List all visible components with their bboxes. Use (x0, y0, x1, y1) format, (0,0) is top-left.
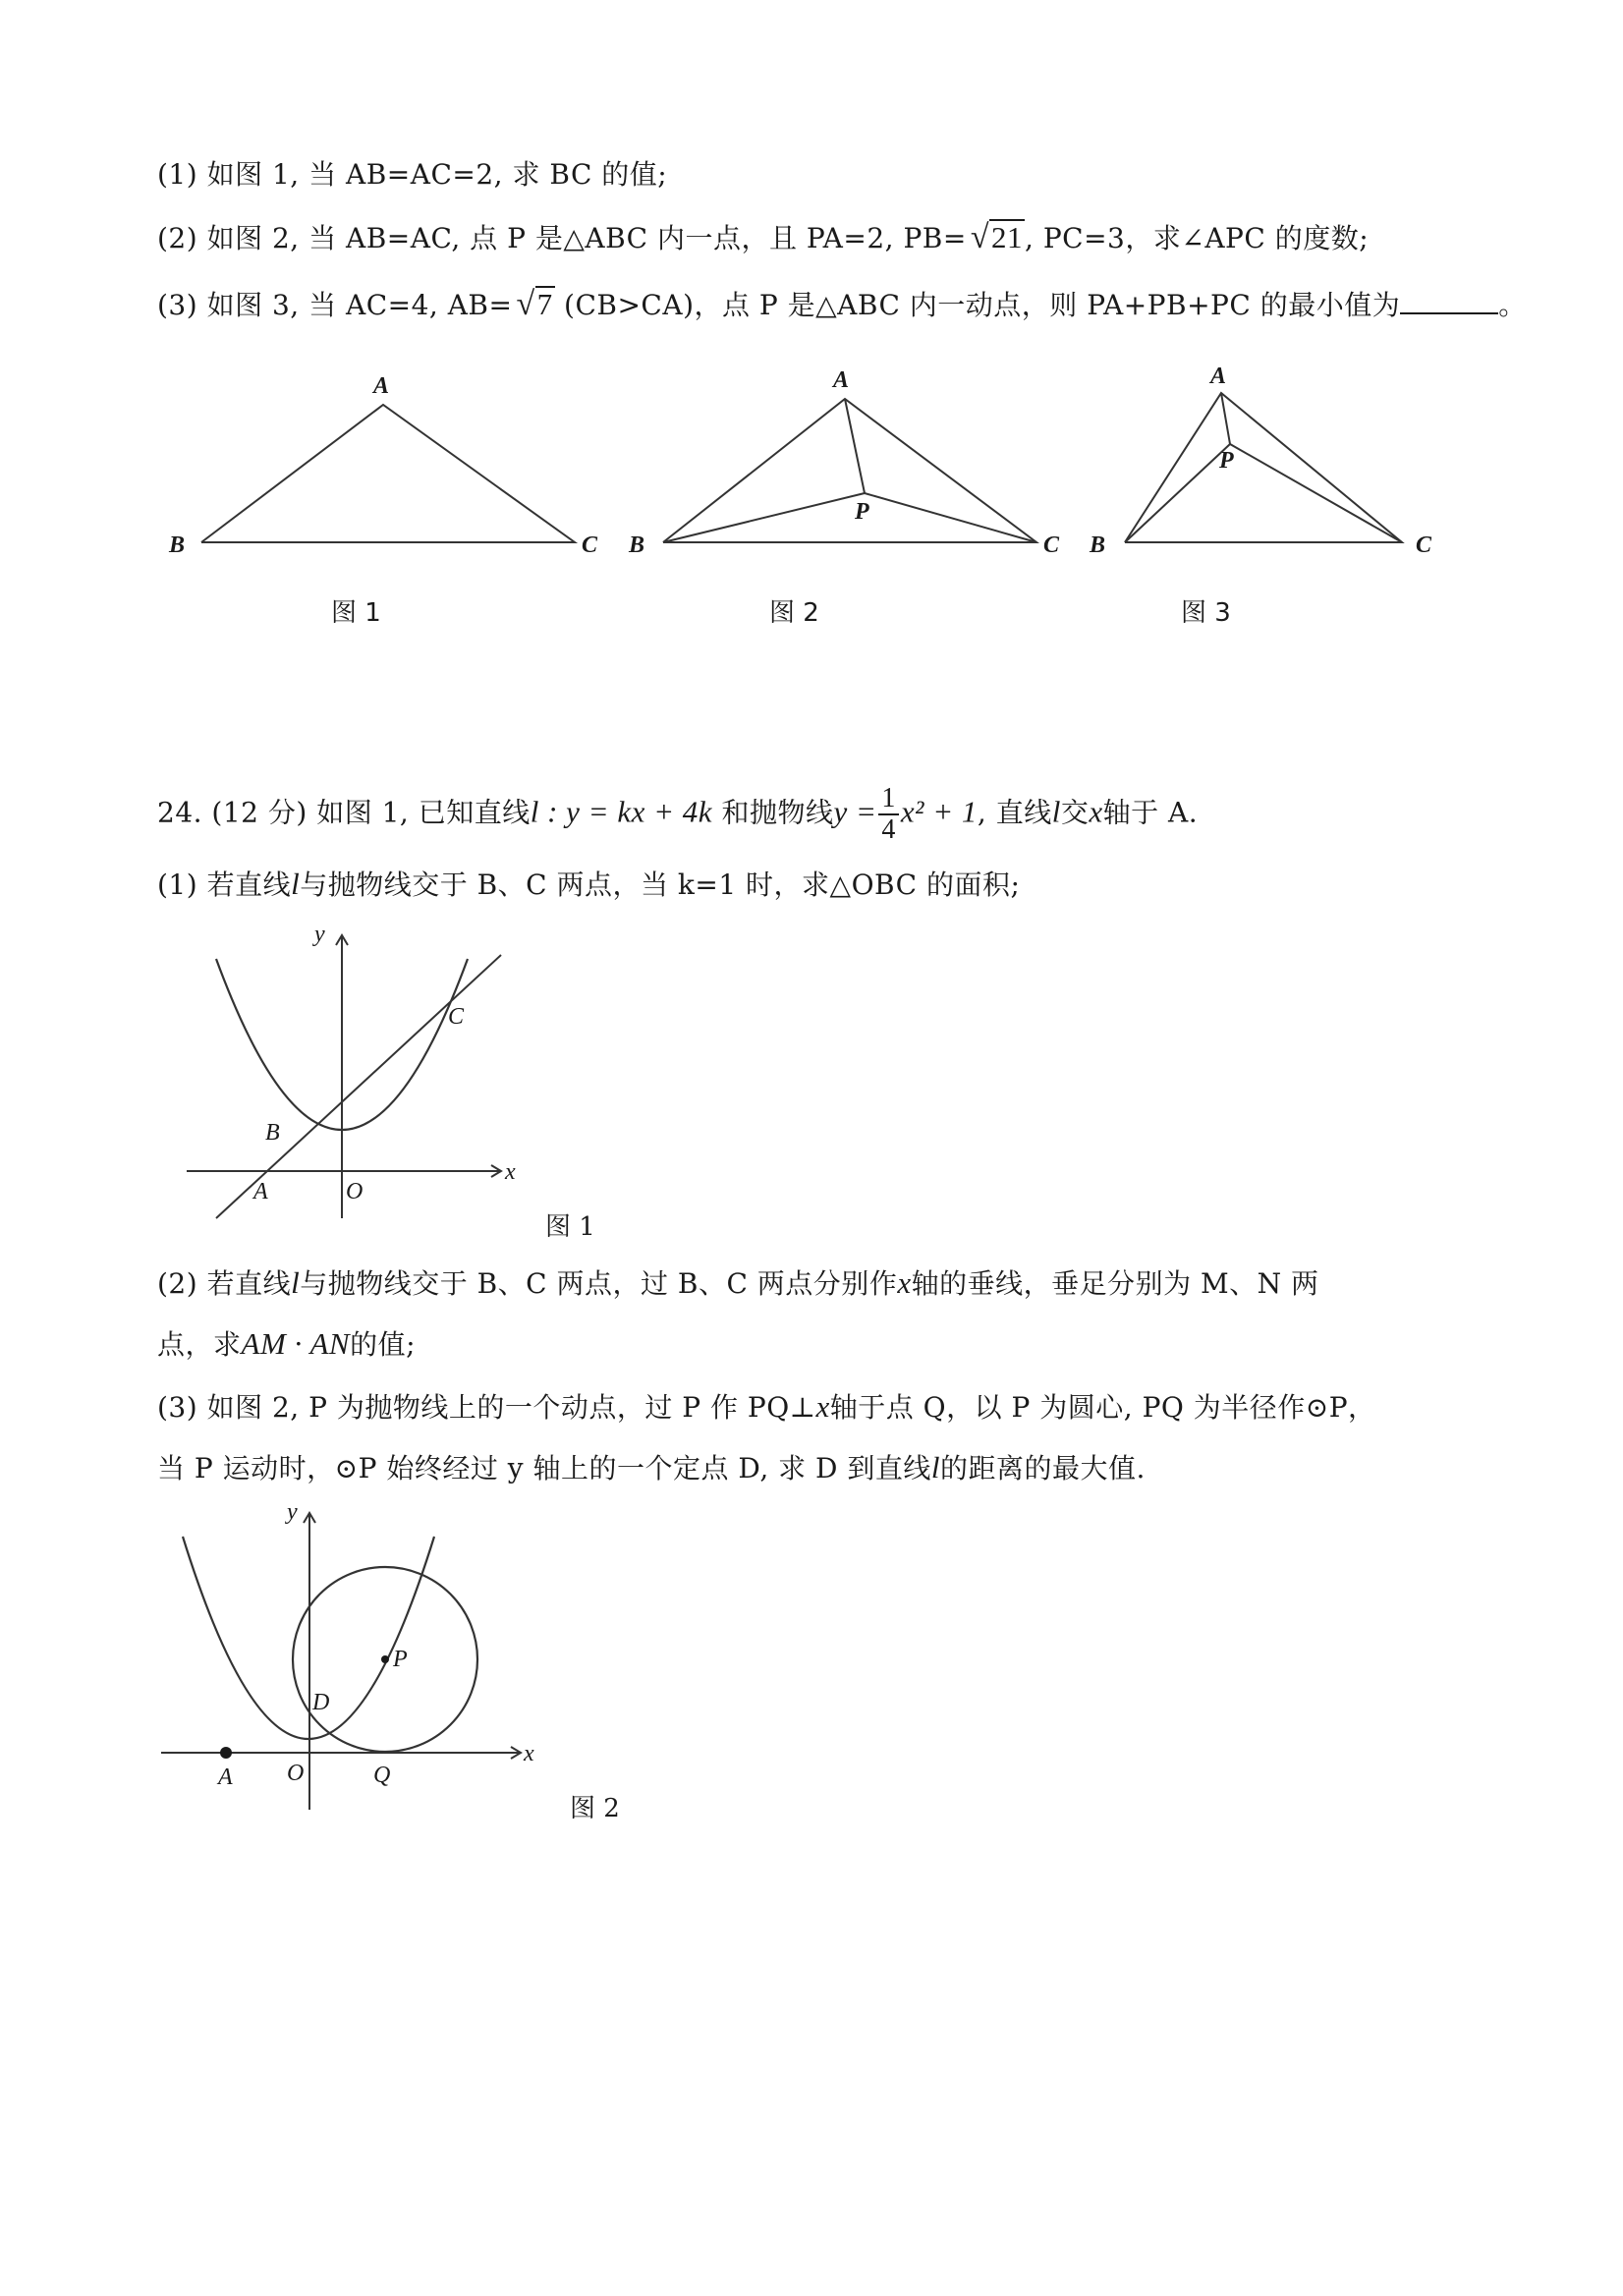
q24-part3-l1-a: (3) 如图 2, P 为抛物线上的一个动点，过 P 作 PQ⊥ (157, 1391, 816, 1424)
q23-part2-text-b: , PC=3，求∠APC 的度数; (1025, 222, 1370, 254)
line-l: l (930, 1450, 940, 1484)
label-a: A (833, 367, 850, 393)
fraction-numerator: 1 (878, 784, 899, 815)
axis-x: x (897, 1265, 912, 1300)
line-l: l (1051, 794, 1061, 829)
segment-pb (1125, 444, 1230, 542)
line-equation: l : y = kx + 4k (530, 794, 713, 829)
label-c: C (1043, 532, 1060, 558)
q24-part3-l2-b: 的距离的最大值. (940, 1452, 1146, 1484)
q23-part3 (157, 285, 1527, 325)
q23-fig1-caption: 图 1 (331, 598, 381, 628)
label-c: C (448, 1004, 465, 1030)
label-c: C (1416, 532, 1432, 558)
label-a: A (218, 1764, 233, 1790)
sqrt-21: √21 (970, 219, 1024, 255)
q24-part1-b: 与抛物线交于 B、C 两点，当 k=1 时，求△OBC 的面积; (300, 868, 1021, 901)
q24-part3-l1-b: 轴于点 Q，以 P 为圆心, PQ 为半径作⊙P， (829, 1391, 1376, 1424)
q23-part3-end: 。 (1498, 289, 1527, 321)
label-b: B (265, 1120, 280, 1146)
q24-part2-line2 (157, 1324, 416, 1365)
triangle-abc-3 (1125, 393, 1402, 542)
answer-blank[interactable] (1400, 289, 1498, 314)
axis-x: x (1089, 794, 1103, 829)
q23-part3-text-b: (CB>CA)，点 P 是△ABC 内一动点，则 PA+PB+PC 的最小值为 (554, 289, 1401, 321)
q23-figure-2 (619, 364, 1081, 560)
q24-part2-l1-b: 与抛物线交于 B、C 两点，过 B、C 两点分别作 (300, 1267, 898, 1300)
q24-part2-l2-a: 点，求 (157, 1328, 242, 1361)
q23-fig2-caption: 图 2 (769, 598, 819, 628)
q24-fig2-caption: 图 2 (570, 1794, 620, 1823)
q24-part3-line1 (157, 1387, 1376, 1428)
q23-fig3-caption: 图 3 (1181, 598, 1231, 628)
segment-pa (1221, 393, 1230, 444)
q24-fig1-caption: 图 1 (545, 1212, 595, 1242)
label-b: B (1090, 532, 1106, 558)
label-x: x (505, 1159, 516, 1185)
q24-part3-line2 (157, 1448, 1146, 1488)
label-a: A (253, 1179, 268, 1204)
axis-x: x (815, 1389, 830, 1424)
parabola-rest: x² + 1 (900, 794, 978, 829)
q24-intro-c: , 直线 (977, 796, 1052, 829)
q24-intro-d: 交 (1060, 796, 1090, 829)
label-c: C (582, 532, 598, 558)
segment-pc (865, 493, 1036, 542)
q24-part1 (157, 865, 1020, 905)
label-y: y (314, 922, 325, 947)
q24-part2-l1-c: 轴的垂线，垂足分别为 M、N 两 (911, 1267, 1319, 1300)
label-p: P (855, 499, 869, 525)
q24-part1-a: (1) 若直线 (157, 868, 292, 901)
q24-intro-a: 24. (12 分) 如图 1, 已知直线 (157, 796, 531, 829)
label-a: A (1210, 364, 1227, 389)
q23-part2 (157, 218, 1369, 258)
label-q: Q (373, 1763, 391, 1788)
q24-figure-1 (167, 924, 540, 1238)
label-o: O (346, 1179, 364, 1204)
label-b: B (629, 532, 645, 558)
am-an-product: AM · AN (241, 1326, 351, 1361)
sqrt-7: √7 (516, 286, 553, 322)
label-a: A (373, 373, 390, 399)
triangle-abc-1 (201, 405, 575, 542)
fraction-one-quarter (878, 784, 899, 845)
segment-pc (1230, 444, 1402, 542)
q23-part1: (1) 如图 1, 当 AB=AC=2, 求 BC 的值; (157, 158, 668, 191)
fraction-denominator: 4 (881, 814, 896, 845)
line-l: l (291, 867, 301, 901)
label-x: x (524, 1741, 534, 1766)
q24-part2-l1-a: (2) 若直线 (157, 1267, 292, 1300)
sqrt-21-radicand: 21 (991, 220, 1024, 254)
q24-part2-l2-b: 的值; (350, 1328, 417, 1361)
q23-figure-3 (1086, 364, 1459, 560)
q24-figure-2 (147, 1499, 540, 1818)
label-p: P (393, 1647, 408, 1672)
sqrt-7-radicand: 7 (536, 287, 553, 321)
q23-part3-text-a: (3) 如图 3, 当 AC=4, AB= (157, 289, 513, 321)
q24-intro (157, 784, 1198, 845)
q24-part3-l2-a: 当 P 运动时，⊙P 始终经过 y 轴上的一个定点 D, 求 D 到直线 (157, 1452, 931, 1484)
label-y: y (287, 1499, 298, 1525)
q23-part2-text-a: (2) 如图 2, 当 AB=AC, 点 P 是△ABC 内一点，且 PA=2, PB= (157, 222, 967, 254)
point-a (220, 1747, 232, 1759)
label-p: P (1219, 448, 1234, 474)
line-l: l (291, 1265, 301, 1300)
point-p (381, 1655, 389, 1663)
label-d: D (312, 1690, 330, 1715)
q24-part2-line1 (157, 1263, 1319, 1304)
q24-intro-e: 轴于 A. (1102, 796, 1199, 829)
parabola-y: y = (833, 794, 877, 829)
q23-figure-1 (157, 364, 609, 560)
segment-pa (845, 399, 865, 493)
q24-intro-b: 和抛物线 (721, 796, 834, 829)
label-o: O (287, 1761, 305, 1786)
label-b: B (169, 532, 186, 558)
